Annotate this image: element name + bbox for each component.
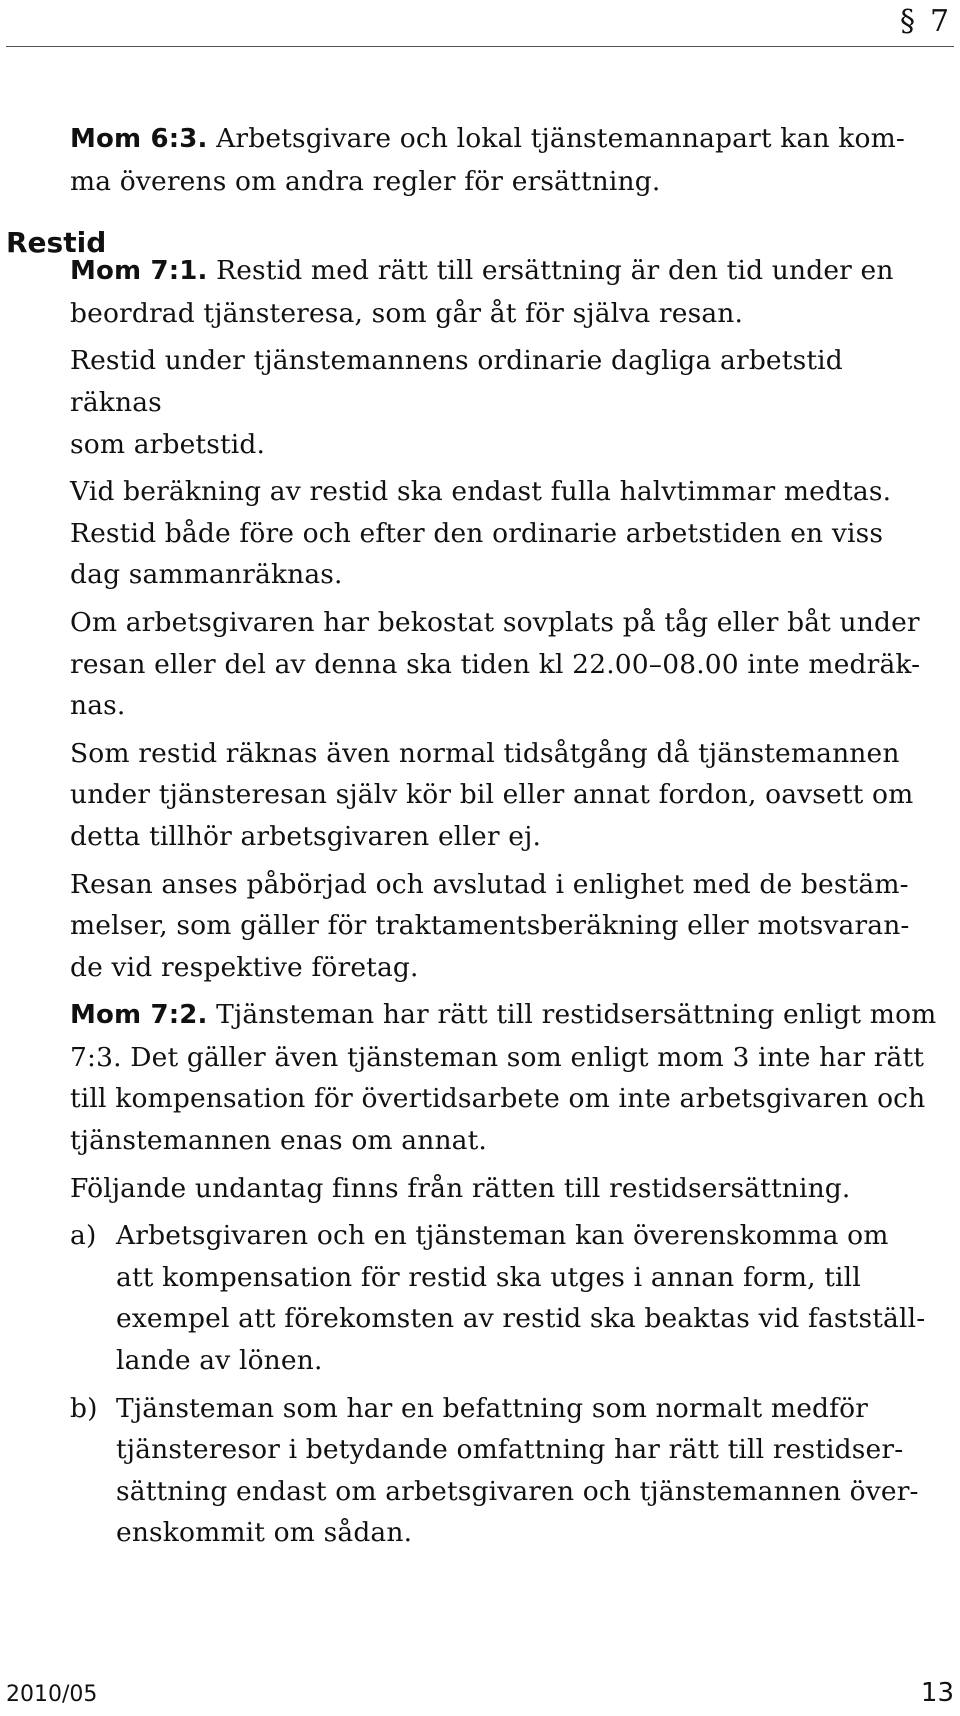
text-line: Resan anses påbörjad och avslutad i enlighet med de bestäm-	[70, 868, 909, 900]
body-text	[70, 118, 942, 1554]
text-line: Arbetsgivare och lokal tjänstemannapart kan kom-	[216, 123, 905, 154]
paragraph	[70, 733, 942, 858]
list-marker: a)	[70, 1220, 97, 1252]
text-line: 7:3. Det gäller även tjänsteman som enligt mom 3 inte har rätt	[70, 1041, 925, 1073]
list-item-a	[70, 1215, 942, 1381]
text-line: att kompensation för restid ska utges i annan form, till	[116, 1261, 861, 1293]
text-line: sättning endast om arbetsgivaren och tjänstemannen över-	[116, 1475, 919, 1507]
mom-label: Mom 7:2.	[70, 1000, 208, 1031]
mom-label: Mom 7:1.	[70, 256, 208, 287]
text-line: detta tillhör arbetsgivaren eller ej.	[70, 820, 542, 852]
text-line: nas.	[70, 690, 126, 722]
text-line: resan eller del av denna ska tiden kl 22.00–08.00 inte medräk-	[70, 648, 921, 680]
text-line: Restid både före och efter den ordinarie arbetstiden en viss	[70, 517, 884, 549]
list-marker: b)	[70, 1392, 98, 1424]
text-line: tjänstemannen enas om annat.	[70, 1125, 487, 1157]
text-line: tjänsteresor i betydande omfattning har rätt till restidser-	[116, 1434, 904, 1466]
text-line: Följande undantag finns från rätten till restidsersättning.	[70, 1172, 851, 1204]
text-line: exempel att förekomsten av restid ska beaktas vid fastställ-	[116, 1303, 926, 1335]
text-line: de vid respektive företag.	[70, 951, 419, 983]
text-line: under tjänsteresan själv kör bil eller annat fordon, oavsett om	[70, 779, 914, 811]
text-line: ma överens om andra regler för ersättning.	[70, 165, 661, 197]
text-line: beordrad tjänsteresa, som går åt för själva resan.	[70, 297, 744, 329]
footer-page-number: 13	[920, 1678, 954, 1708]
text-line: Som restid räknas även normal tidsåtgång då tjänstemannen	[70, 737, 900, 769]
page-number-top: 7	[930, 4, 950, 39]
section-symbol: §	[900, 4, 915, 39]
text-line: Tjänsteman som har en befattning som normalt medför	[116, 1392, 869, 1424]
paragraph	[70, 602, 942, 727]
footer-date: 2010/05	[6, 1682, 98, 1707]
text-line: till kompensation för övertidsarbete om inte arbetsgivaren och	[70, 1083, 926, 1115]
text-line: Tjänsteman har rätt till restidsersättning enligt mom	[216, 999, 937, 1031]
text-line: Restid med rätt till ersättning är den tid under en	[216, 255, 894, 287]
side-heading-restid: Restid	[6, 226, 107, 259]
text-line: Vid beräkning av restid ska endast fulla halvtimmar medtas.	[70, 476, 892, 508]
text-line: enskommit om sådan.	[116, 1517, 413, 1549]
text-line: som arbetstid.	[70, 428, 266, 460]
list-text	[116, 1215, 942, 1381]
text-line: Om arbetsgivaren har bekostat sovplats på tåg eller båt under	[70, 606, 920, 638]
text-line: lande av lönen.	[116, 1345, 323, 1377]
list-text	[116, 1388, 942, 1554]
paragraph	[70, 471, 942, 596]
text-line: Restid under tjänstemannens ordinarie dagliga arbetstid räknas	[70, 345, 843, 418]
paragraph	[70, 864, 942, 989]
header-rule	[6, 46, 954, 47]
list-item-b	[70, 1388, 942, 1554]
paragraph	[70, 340, 942, 465]
mom-6-3-paragraph	[70, 118, 942, 202]
text-line: melser, som gäller för traktamentsberäkning eller motsvaran-	[70, 910, 910, 942]
mom-label: Mom 6:3.	[70, 124, 208, 154]
paragraph	[70, 1168, 942, 1210]
mom-7-1-paragraph	[70, 250, 942, 334]
mom-7-2-paragraph	[70, 994, 942, 1161]
text-line: dag sammanräknas.	[70, 559, 343, 591]
text-line: Arbetsgivaren och en tjänsteman kan överenskomma om	[116, 1220, 889, 1252]
